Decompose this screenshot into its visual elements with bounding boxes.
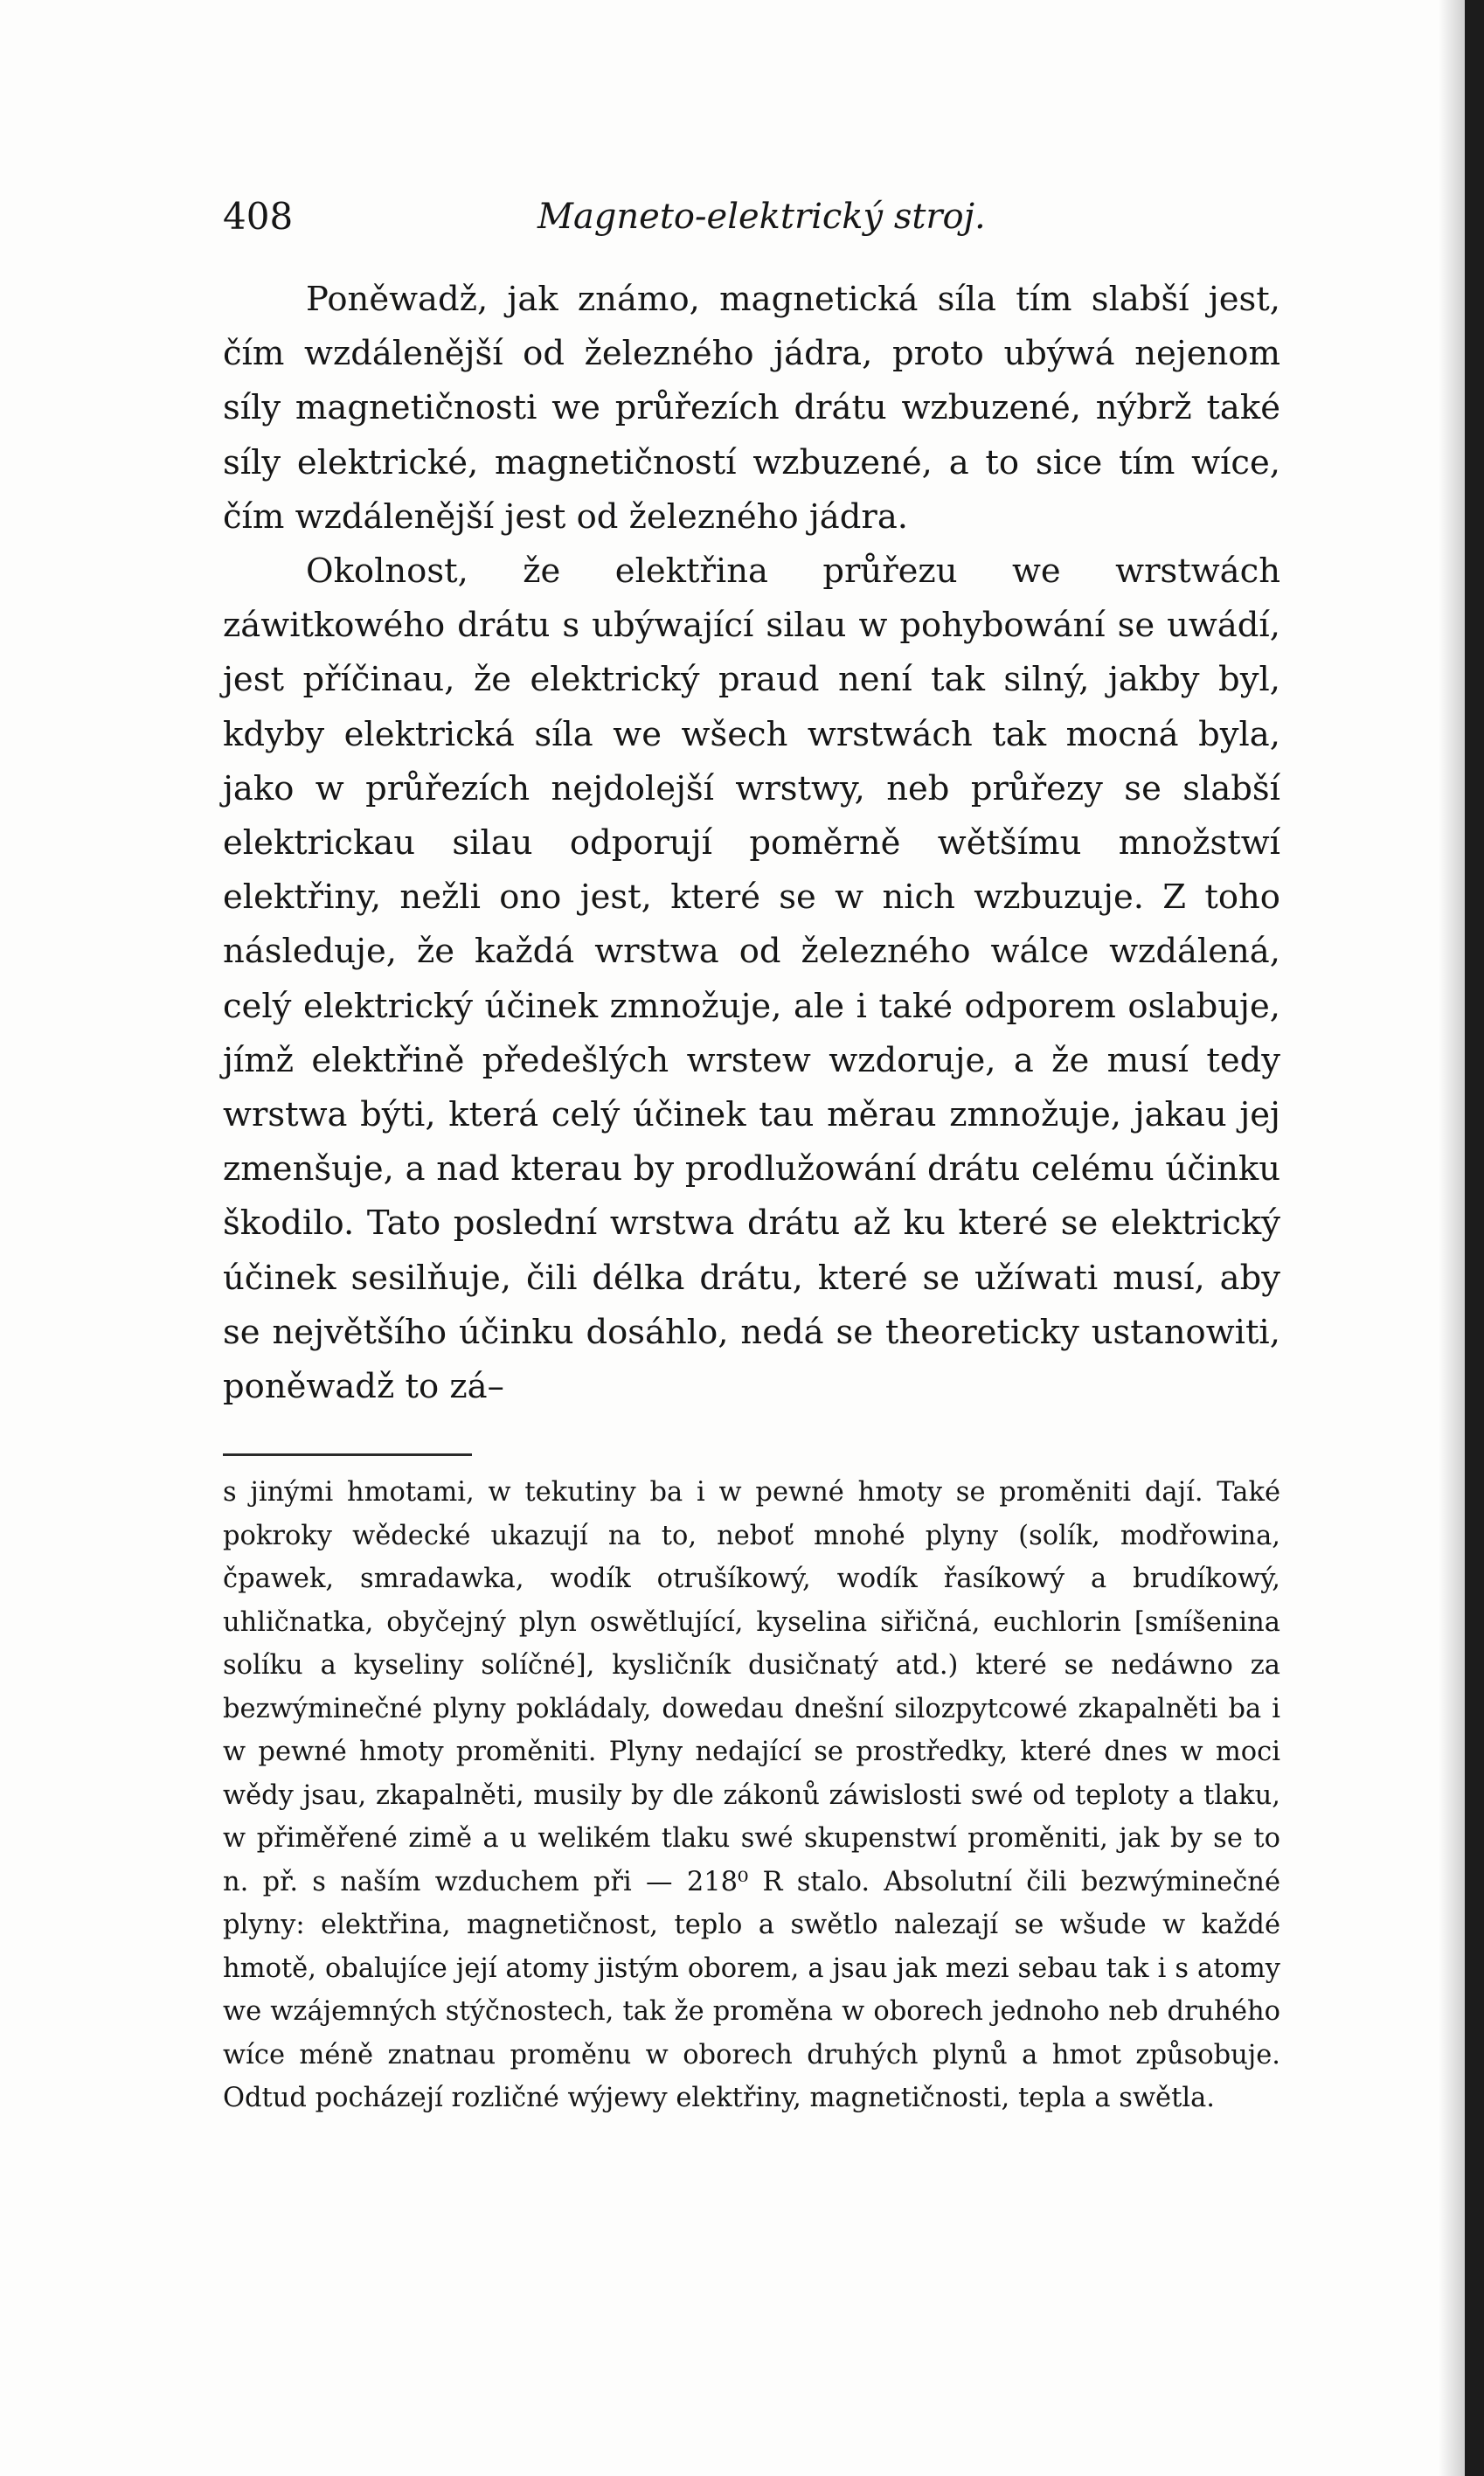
page-header: [223, 191, 1280, 243]
main-text: [223, 273, 1280, 1414]
scan-border: [1465, 0, 1484, 2476]
footnote-separator: [223, 1453, 472, 1456]
page-edge-shadow: [1439, 0, 1465, 2476]
footnote-text: s jinými hmotami, w tekutiny ba i w pewné hmoty se proměniti dají. Také pokroky wědecké ukazují na to, neboť mnohé plyny (solík, modřowina, čpawek, smradawka, wodík otrušíkowý, wodík řasíkowý a brudíkowý, uhličnatka, obyčejný plyn oswětlující, kyselina siřičná, euchlorin [smíšenina solíku a kyseliny solíčné], kysličník dusičnatý atd.) které se nedáwno za bezwýminečné plyny pokládaly, dowedau dnešní silozpytcowé zkapalněti ba i w pewné hmoty proměniti. Plyny nedající se prostředky, které dnes w moci wědy jsau, zkapalněti, musily by dle zákonů záwislosti swé od teploty a tlaku, w přiměřené zimě a u welikém tlaku swé skupenstwí proměniti, jak by se to n. př. s naším wzduchem při — 218⁰ R stalo. Absolutní čili bezwýminečné plyny: elektřina, magnetičnost, teplo a swětlo nalezají se wšude w každé hmotě, obalujíce její atomy jistým oborem, a jsau jak mezi sebau tak i s atomy we wzájemných stýčnostech, tak že proměna w oborech jednoho neb druhého wíce méně znatnau proměnu w oborech druhých plynů a hmot způsobuje. Odtud pocházejí rozličné wýjewy elektřiny, magnetičnosti, tepla a swětla.: [223, 1477, 1280, 2113]
footnote: [223, 1471, 1280, 2120]
page-number: 408: [223, 195, 294, 238]
running-title: Magneto-elektrický stroj.: [537, 197, 986, 237]
paragraph-1: Poněwadž, jak známo, magnetická síla tím slabší jest, čím wzdálenější od železného jádra, proto ubýwá nejenom síly magnetičnosti we průřezích drátu wzbuzené, nýbrž také síly elektrické, magnetičností wzbuzené, a to sice tím wíce, čím wzdálenější jest od železného jádra.: [223, 280, 1280, 537]
paragraph-2: Okolnost, že elektřina průřezu we wrstwách záwitkowého drátu s ubýwající silau w pohybowání se uwádí, jest příčinau, že elektrický praud není tak silný, jakby byl, kdyby elektrická síla we wšech wrstwách tak mocná byla, jako w průřezích nejdolejší wrstwy, neb průřezy se slabší elektrickau silau odporují poměrně wětšímu množstwí elektřiny, nežli ono jest, které se w nich wzbuzuje. Z toho následuje, že každá wrstwa od železného wálce wzdálená, celý elektrický účinek zmnožuje, ale i také odporem oslabuje, jímž elektřině předešlých wrstew wzdoruje, a že musí tedy wrstwa býti, která celý účinek tau měrau zmnožuje, jakau jej zmenšuje, a nad kterau by prodlužowání drátu celému účinku škodilo. Tato poslední wrstwa drátu až ku které se elektrický účinek sesilňuje, čili délka drátu, které se užíwati musí, aby se největšího účinku dosáhlo, nedá se theoreticky ustanowiti, poněwadž to zá–: [223, 551, 1280, 1407]
